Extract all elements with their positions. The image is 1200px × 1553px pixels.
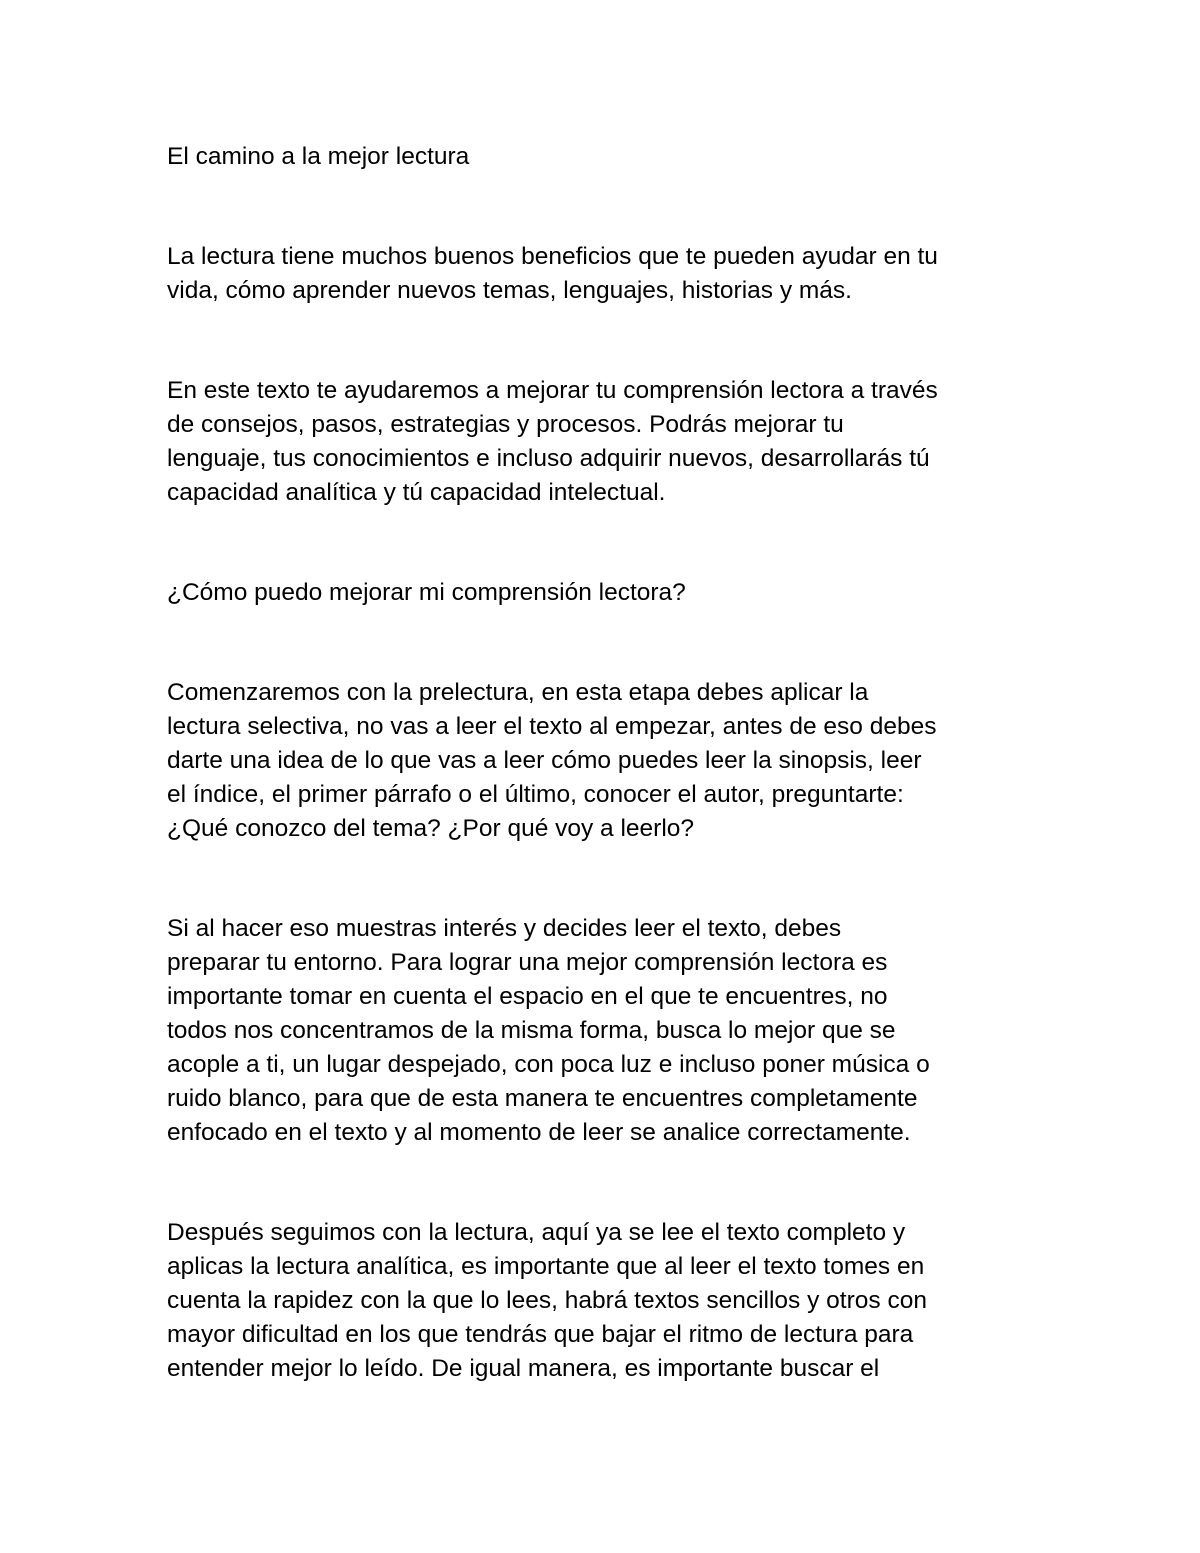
paragraph-line: Después seguimos con la lectura, aquí ya se lee el texto completo y bbox=[167, 1219, 906, 1246]
paragraph-line: darte una idea de lo que vas a leer cómo puedes leer la sinopsis, leer bbox=[167, 747, 922, 774]
paragraph-line: mayor dificultad en los que tendrás que bajar el ritmo de lectura para bbox=[167, 1321, 914, 1348]
paragraph-line: ¿Cómo puedo mejorar mi comprensión lectora? bbox=[167, 579, 686, 606]
paragraph-line: todos nos concentramos de la misma forma, busca lo mejor que se bbox=[167, 1017, 896, 1044]
paragraph bbox=[167, 576, 1047, 610]
document-body bbox=[167, 140, 1047, 1452]
document-title bbox=[167, 140, 1047, 174]
paragraph bbox=[167, 912, 1047, 1150]
paragraph-list bbox=[167, 240, 1047, 1386]
paragraph-line: entender mejor lo leído. De igual manera, es importante buscar el bbox=[167, 1355, 880, 1382]
paragraph bbox=[167, 676, 1047, 846]
paragraph-line: vida, cómo aprender nuevos temas, lenguajes, historias y más. bbox=[167, 277, 852, 304]
paragraph-line: lenguaje, tus conocimientos e incluso adquirir nuevos, desarrollarás tú bbox=[167, 445, 930, 472]
paragraph-line: ¿Qué conozco del tema? ¿Por qué voy a leerlo? bbox=[167, 815, 695, 842]
paragraph-line: En este texto te ayudaremos a mejorar tu comprensión lectora a través bbox=[167, 377, 938, 404]
paragraph-line: lectura selectiva, no vas a leer el texto al empezar, antes de eso debes bbox=[167, 713, 937, 740]
paragraph-line: el índice, el primer párrafo o el último, conocer el autor, preguntarte: bbox=[167, 781, 904, 808]
paragraph-line: aplicas la lectura analítica, es importante que al leer el texto tomes en bbox=[167, 1253, 925, 1280]
paragraph-line: Comenzaremos con la prelectura, en esta etapa debes aplicar la bbox=[167, 679, 869, 706]
paragraph-line: enfocado en el texto y al momento de leer se analice correctamente. bbox=[167, 1119, 911, 1146]
paragraph bbox=[167, 240, 1047, 308]
paragraph-line: de consejos, pasos, estrategias y procesos. Podrás mejorar tu bbox=[167, 411, 844, 438]
title-line: El camino a la mejor lectura bbox=[167, 143, 470, 170]
paragraph-line: Si al hacer eso muestras interés y decides leer el texto, debes bbox=[167, 915, 842, 942]
paragraph bbox=[167, 374, 1047, 510]
paragraph-line: importante tomar en cuenta el espacio en el que te encuentres, no bbox=[167, 983, 888, 1010]
paragraph-line: preparar tu entorno. Para lograr una mejor comprensión lectora es bbox=[167, 949, 888, 976]
paragraph-line: acople a ti, un lugar despejado, con poca luz e incluso poner música o bbox=[167, 1051, 930, 1078]
paragraph-line: La lectura tiene muchos buenos beneficios que te pueden ayudar en tu bbox=[167, 243, 938, 270]
paragraph-line: ruido blanco, para que de esta manera te encuentres completamente bbox=[167, 1085, 918, 1112]
paragraph-line: capacidad analítica y tú capacidad intelectual. bbox=[167, 479, 666, 506]
paragraph-line: cuenta la rapidez con la que lo lees, habrá textos sencillos y otros con bbox=[167, 1287, 927, 1314]
paragraph bbox=[167, 1216, 1047, 1386]
